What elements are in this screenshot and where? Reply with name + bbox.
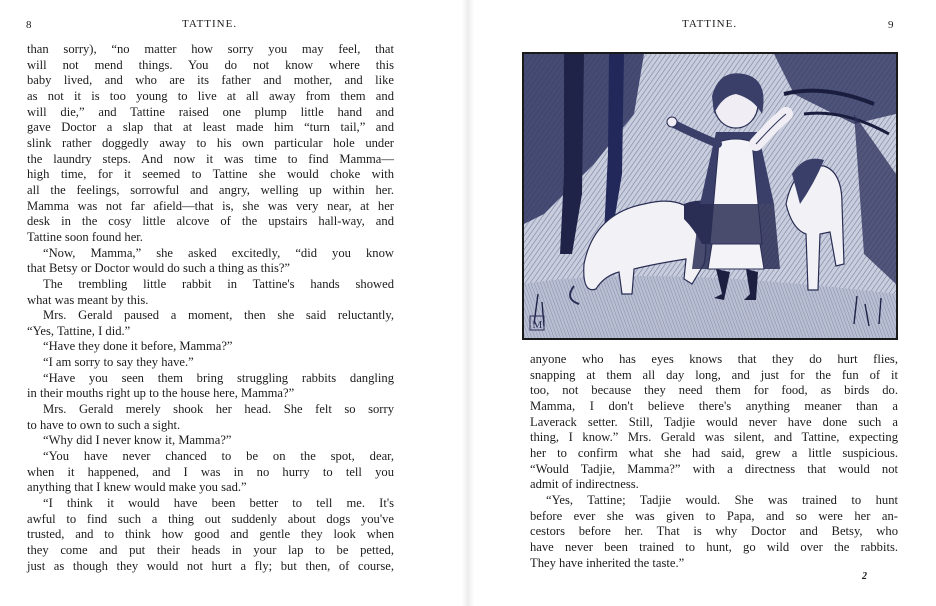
text-line: “Yes, Tattine, I did.” — [27, 323, 131, 338]
text-line: thing, I know.” Mrs. Gerald was silent, and Tattine, expecting — [530, 430, 898, 445]
right-body-text — [530, 352, 898, 571]
text-line: Tattine soon found her. — [27, 229, 143, 244]
text-line: anything that I knew would make you sad.” — [27, 480, 247, 495]
text-line: “Have you seen them bring struggling rabbits dangling — [43, 370, 394, 385]
text-line: cestors before her. That is why Doctor and Betsy, who — [530, 524, 898, 539]
text-line: all the feelings, sorrowful and angry, welling up within her. — [27, 182, 394, 197]
text-line: awful to find such a thing out suddenly about dogs you've — [27, 511, 394, 526]
text-line: before ever she was given to Papa, and so were her an- — [530, 508, 898, 523]
text-line: high time, for it seemed to Tattine she would choke with — [27, 167, 394, 182]
illustration-girl-with-dogs — [522, 52, 898, 340]
text-line: they come and put their heads in your lap to be petted, — [27, 543, 394, 557]
text-line: snapping at them all day long, and just for the fun of it — [530, 367, 898, 382]
text-line: the laundry steps. And now it was time to find Mamma— — [27, 151, 394, 166]
text-line: anyone who has eyes knows that they do hurt flies, — [530, 352, 898, 366]
text-line: just as though they would not hurt a fly; but then, of course, — [27, 558, 394, 573]
text-line: Mrs. Gerald merely shook her head. She felt so sorry — [43, 402, 394, 417]
text-line: “I think it would have been better to tell me. It's — [43, 496, 394, 511]
text-line: baby lived, and who are its father and mother, and like — [27, 73, 394, 88]
text-line: Laverack setter. Still, Tadjie would never have done such a — [530, 414, 898, 429]
text-line: as not it is too young to live at all away from them and — [27, 88, 394, 103]
text-line: what was meant by this. — [27, 292, 149, 307]
text-line: will die,” and Tattine raised one plump little hand and — [27, 104, 394, 119]
text-line: when it happened, and I was in no hurry to tell you — [27, 464, 394, 479]
artist-monogram: M — [532, 319, 543, 331]
text-line: admit of indirectness. — [530, 477, 639, 492]
text-line: trusted, and to think how good and gentle they look when — [27, 527, 394, 542]
text-line: than sorry), “no matter how sorry you may feel, that — [27, 42, 394, 56]
illustration-art — [524, 54, 896, 338]
left-body-text — [27, 42, 394, 574]
text-line: The trembling little rabbit in Tattine's hands showed — [43, 276, 394, 291]
right-folio: 9 — [888, 19, 894, 31]
text-line: “You have never chanced to be on the spot, dear, — [43, 449, 394, 464]
text-line: her to confirm what she had said, grew a little suspicious. — [530, 445, 898, 460]
text-line: Mamma, I don't believe there's anything meaner than a — [530, 398, 898, 413]
text-line: gave Doctor a slap that at least made him “turn tail,” and — [27, 120, 394, 135]
text-line: They have inherited the taste.” — [530, 555, 685, 570]
left-folio: 8 — [26, 19, 32, 31]
text-line: Mamma was not far afield—that is, she was very near, at her — [27, 198, 394, 213]
text-line: desk in the cosy little alcove of the upstairs hall-way, and — [27, 214, 394, 229]
text-line: “Have they done it before, Mamma?” — [43, 339, 233, 354]
text-line: “Why did I never know it, Mamma?” — [43, 433, 232, 448]
right-running-head: TATTINE. — [682, 18, 738, 30]
text-line: have never been trained to hunt, go wild over the rabbits. — [530, 539, 898, 554]
text-line: “Would Tadjie, Mamma?” with a directness that would not — [530, 461, 898, 476]
text-line: that Betsy or Doctor would do such a thing as this?” — [27, 261, 291, 276]
text-line: in their mouths right up to the house here, Mamma?” — [27, 386, 295, 401]
text-line: Mrs. Gerald paused a moment, then she said reluctantly, — [43, 308, 394, 323]
text-line: will not mend things. You do not know where this — [27, 57, 394, 72]
text-line: slink rather doggedly away to his own particular hole under — [27, 135, 394, 150]
signature-mark: 2 — [862, 571, 867, 582]
text-line: too, not because they need them for food, as birds do. — [530, 383, 898, 398]
text-line: “Now, Mamma,” she asked excitedly, “did you know — [43, 245, 394, 260]
text-line: to have to own to such a sight. — [27, 417, 181, 432]
text-line: “Yes, Tattine; Tadjie would. She was trained to hunt — [546, 492, 898, 507]
text-line: “I am sorry to say they have.” — [43, 355, 194, 370]
left-running-head: TATTINE. — [182, 18, 238, 30]
